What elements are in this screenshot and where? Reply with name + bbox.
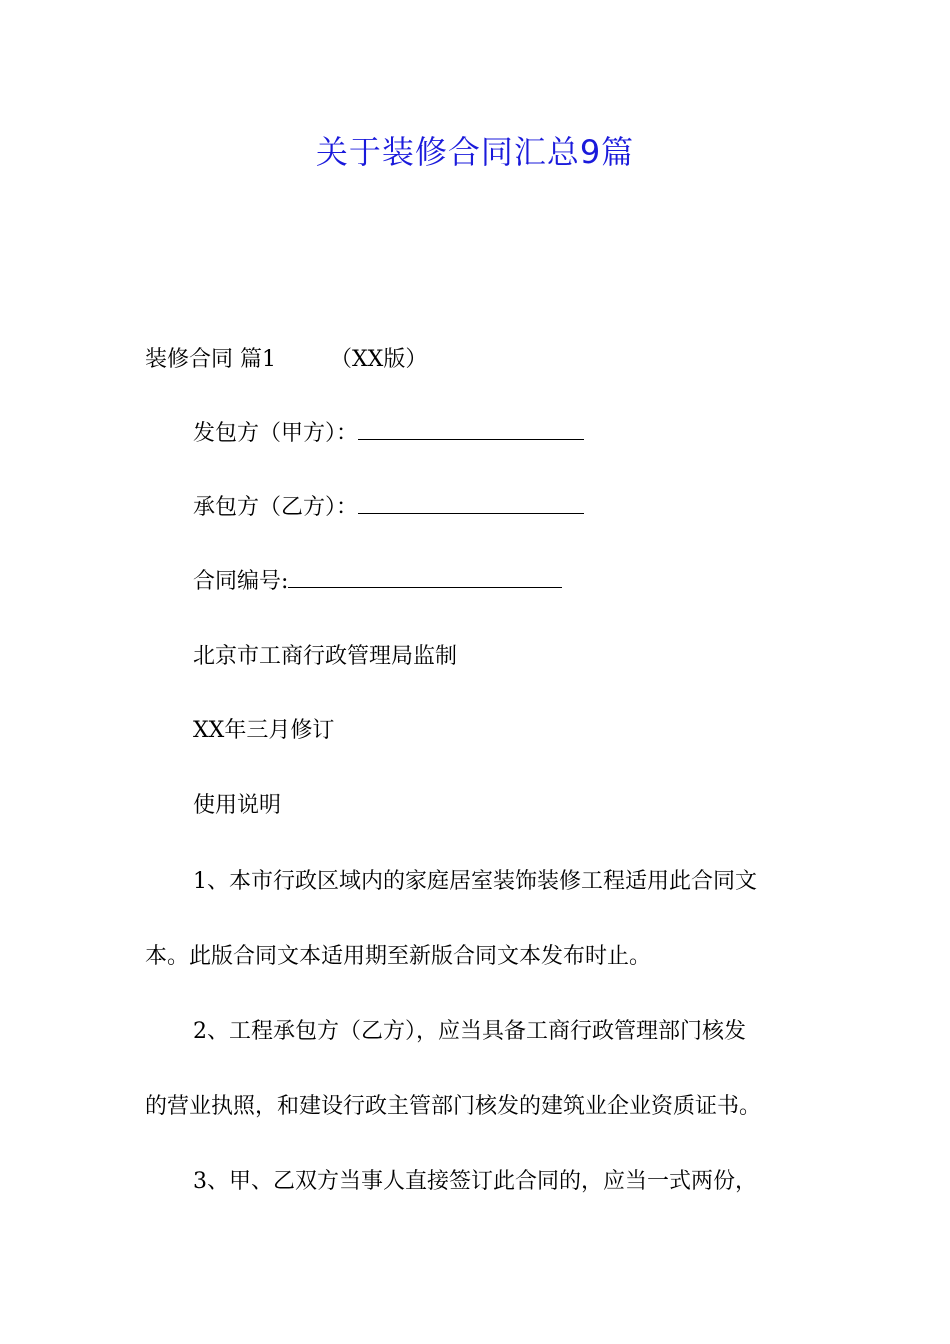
contractor-field — [193, 488, 584, 528]
employer-label: 发包方（甲方）： — [193, 421, 359, 446]
contractor-blank — [358, 491, 584, 514]
contract-heading — [145, 340, 427, 380]
supervisor-line: 北京市工商行政管理局监制 — [193, 644, 458, 669]
contractor-label: 承包方（乙方）： — [193, 495, 359, 520]
revision-line: XX年三月修订 — [193, 718, 335, 743]
document-title: 关于装修合同汇总9篇 — [315, 133, 635, 171]
item2-line2: 的营业执照，和建设行政主管部门核发的建筑业企业资质证书。 — [145, 1094, 762, 1119]
item2-line1: 2、工程承包方（乙方），应当具备工商行政管理部门核发 — [193, 1019, 746, 1044]
contract-number-blank — [288, 565, 562, 588]
contract-number-label: 合同编号: — [193, 569, 289, 594]
contract-version: （XX版） — [330, 347, 428, 372]
item1-line2: 本。此版合同文本适用期至新版合同文本发布时止。 — [145, 944, 652, 969]
employer-field — [193, 414, 584, 454]
item3-line1: 3、甲、乙双方当事人直接签订此合同的，应当一式两份， — [193, 1169, 757, 1194]
contract-heading-label: 装修合同 篇1 — [145, 347, 276, 372]
contract-number-field — [193, 562, 562, 602]
instructions-heading: 使用说明 — [193, 793, 282, 818]
employer-blank — [358, 417, 584, 440]
item1-line1: 1、本市行政区域内的家庭居室装饰装修工程适用此合同文 — [193, 869, 757, 894]
